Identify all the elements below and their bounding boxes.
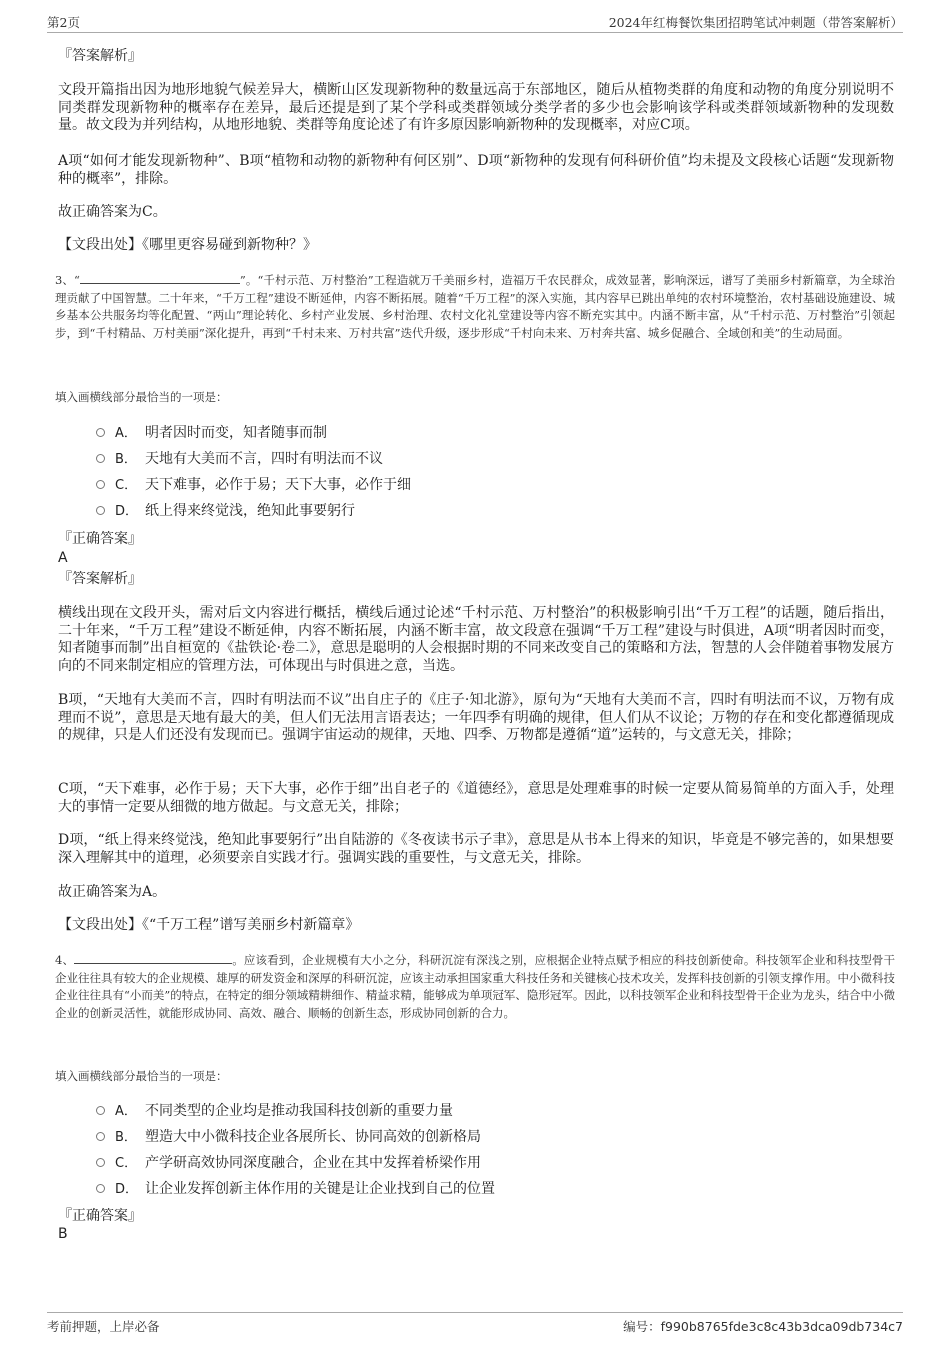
option-a[interactable]: A． 明者因时而变，知者随事而制 bbox=[96, 423, 327, 443]
radio-icon[interactable] bbox=[96, 480, 105, 489]
footer-slogan: 考前押题，上岸必备 bbox=[47, 1319, 160, 1334]
question-4-stem bbox=[55, 952, 895, 1023]
page-header bbox=[47, 10, 903, 33]
question-4-text: 。应该看到，企业规模有大小之分，科研沉淀有深浅之别，应根据企业特点赋予相应的科技创新使命。科技领军企业和科技型骨干企业往往具有较大的企业规模、雄厚的研发资金和深厚的科研沉淀，应该主动承担国家重大科技任务和关键核心技术攻关，发挥科技创新的引领支撑作用。中小微科技企业往往具有“小而美”的特点，在特定的细分领域精耕细作、精益求精，能够成为单项冠军、隐形冠军。因此，以科技领军企业和科技型骨干企业为龙头，结合中小微企业的创新灵活性，就能形成协同、高效、融合、顺畅的创新生态，形成协同创新的合力。 bbox=[55, 953, 895, 1021]
radio-icon[interactable] bbox=[96, 1106, 105, 1115]
question-prompt: 填入画横线部分最恰当的一项是： bbox=[55, 1069, 228, 1083]
correct-answer-heading: 『正确答案』 bbox=[58, 1208, 142, 1224]
option-c[interactable]: C． 产学研高效协同深度融合，企业在其中发挥着桥梁作用 bbox=[96, 1153, 481, 1173]
analysis-paragraph: 故正确答案为C。 bbox=[58, 204, 167, 220]
source-line: 【文段出处】《“千万工程”谱写美丽乡村新篇章》 bbox=[58, 917, 360, 933]
analysis-paragraph: 故正确答案为A。 bbox=[58, 884, 167, 900]
analysis-paragraph: D项，“纸上得来终觉浅，绝知此事要躬行”出自陆游的《冬夜读书示子聿》，意思是从书本上得来的知识，毕竟是不够完善的，如果想要深入理解其中的道理，必须要亲自实践才行。强调实践的重要性，与文意无关，排除。 bbox=[58, 832, 894, 866]
document-code: 编号：f990b8765fde3c8c43b3dca09db734c7 bbox=[623, 1319, 903, 1334]
correct-answer-heading: 『正确答案』 bbox=[58, 531, 142, 547]
radio-icon[interactable] bbox=[96, 454, 105, 463]
open-quote: “ bbox=[74, 273, 80, 287]
radio-icon[interactable] bbox=[96, 1158, 105, 1167]
analysis-heading: 『答案解析』 bbox=[58, 48, 142, 64]
question-prompt: 填入画横线部分最恰当的一项是： bbox=[55, 390, 228, 404]
radio-icon[interactable] bbox=[96, 506, 105, 515]
radio-icon[interactable] bbox=[96, 1132, 105, 1141]
analysis-paragraph: B项，“天地有大美而不言，四时有明法而不议”出自庄子的《庄子·知北游》，原句为“天地有大美而不言，四时有明法而不议，万物有成理而不说”，意思是天地有最大的美，但人们无法用言语表达；一年四季有明确的规律，但人们从不议论；万物的存在和变化都遵循现成的规律，只是人们还没有发现而已。强调宇宙运动的规律，天地、四季、万物都是遵循“道”运转的，与文意无关，排除； bbox=[58, 692, 894, 744]
analysis-paragraph: C项，“天下难事，必作于易；天下大事，必作于细”出自老子的《道德经》，意思是处理难事的时候一定要从简易简单的方面入手，处理大的事情一定要从细微的地方做起。与文意无关，排除； bbox=[58, 781, 894, 815]
question-number: 3、 bbox=[55, 273, 74, 287]
source-line: 【文段出处】《哪里更容易碰到新物种？》 bbox=[58, 237, 317, 253]
analysis-heading: 『答案解析』 bbox=[58, 571, 142, 587]
question-number: 4、 bbox=[55, 953, 75, 967]
option-b[interactable]: B． 塑造大中小微科技企业各展所长、协同高效的创新格局 bbox=[96, 1127, 481, 1147]
correct-answer: B bbox=[58, 1226, 68, 1242]
fill-blank bbox=[80, 272, 240, 284]
correct-answer: A bbox=[58, 550, 68, 566]
option-c[interactable]: C． 天下难事，必作于易；天下大事，必作于细 bbox=[96, 475, 411, 495]
question-3-text: ”。“千村示范、万村整治”工程造就万千美丽乡村，造福万千农民群众，成效显著，影响深远，谱写了美丽乡村新篇章，为全球治理贡献了中国智慧。二十年来，“千万工程”建设不断延伸，内容不断拓展。随着“千万工程”的深入实施，其内容早已跳出单纯的农村环境整治，农村基础设施建设、城乡基本公共服务均等化配置、“两山”理论转化、乡村产业发展、乡村治理、农村文化礼堂建设等内容不断充实其中。内涵不断丰富，从“千村示范、万村整治”引领起步，到“千村精品、万村美丽”深化提升，再到“千村未来、万村共富”迭代升级，逐步形成“千村向未来、万村奔共富、城乡促融合、全域创和美”的生动局面。 bbox=[55, 273, 896, 341]
option-d[interactable]: D． 让企业发挥创新主体作用的关键是让企业找到自己的位置 bbox=[96, 1179, 495, 1199]
radio-icon[interactable] bbox=[96, 428, 105, 437]
document-title: 2024年红梅餐饮集团招聘笔试冲刺题（带答案解析） bbox=[608, 15, 903, 30]
page-number: 第2页 bbox=[47, 15, 80, 30]
question-3-stem bbox=[55, 272, 895, 343]
option-b[interactable]: B． 天地有大美而不言，四时有明法而不议 bbox=[96, 449, 383, 469]
page-footer bbox=[47, 1312, 903, 1335]
option-a[interactable]: A． 不同类型的企业均是推动我国科技创新的重要力量 bbox=[96, 1101, 453, 1121]
analysis-paragraph: 文段开篇指出因为地形地貌气候差异大，横断山区发现新物种的数量远高于东部地区，随后从植物类群的角度和动物的角度分别说明不同类群发现新物种的概率存在差异，最后还提是到了某个学科或类群领域分类学者的多少也会影响该学科或类群领域新物种的发现数量。故文段为并列结构，从地形地貌、类群等角度论述了有许多原因影响新物种的发现概率，对应C项。 bbox=[58, 82, 894, 134]
fill-blank bbox=[74, 952, 232, 964]
option-d[interactable]: D． 纸上得来终觉浅，绝知此事要躬行 bbox=[96, 501, 355, 521]
analysis-paragraph: A项“如何才能发现新物种”、B项“植物和动物的新物种有何区别”、D项“新物种的发现有何科研价值”均未提及文段核心话题“发现新物种的概率”，排除。 bbox=[58, 153, 894, 187]
radio-icon[interactable] bbox=[96, 1184, 105, 1193]
analysis-paragraph: 横线出现在文段开头，需对后文内容进行概括，横线后通过论述“千村示范、万村整治”的积极影响引出“千万工程”的话题，随后指出，二十年来，“千万工程”建设不断延伸，内容不断拓展，内涵不断丰富，故文段意在强调“千万工程”建设与时俱进，A项“明者因时而变，知者随事而制”出自桓宽的《盐铁论·卷二》，意思是聪明的人会根据时期的不同来改变自己的策略和方法，智慧的人会伴随着事物发展方向的不同来制定相应的管理方法，可体现出与时俱进之意，当选。 bbox=[58, 605, 894, 674]
